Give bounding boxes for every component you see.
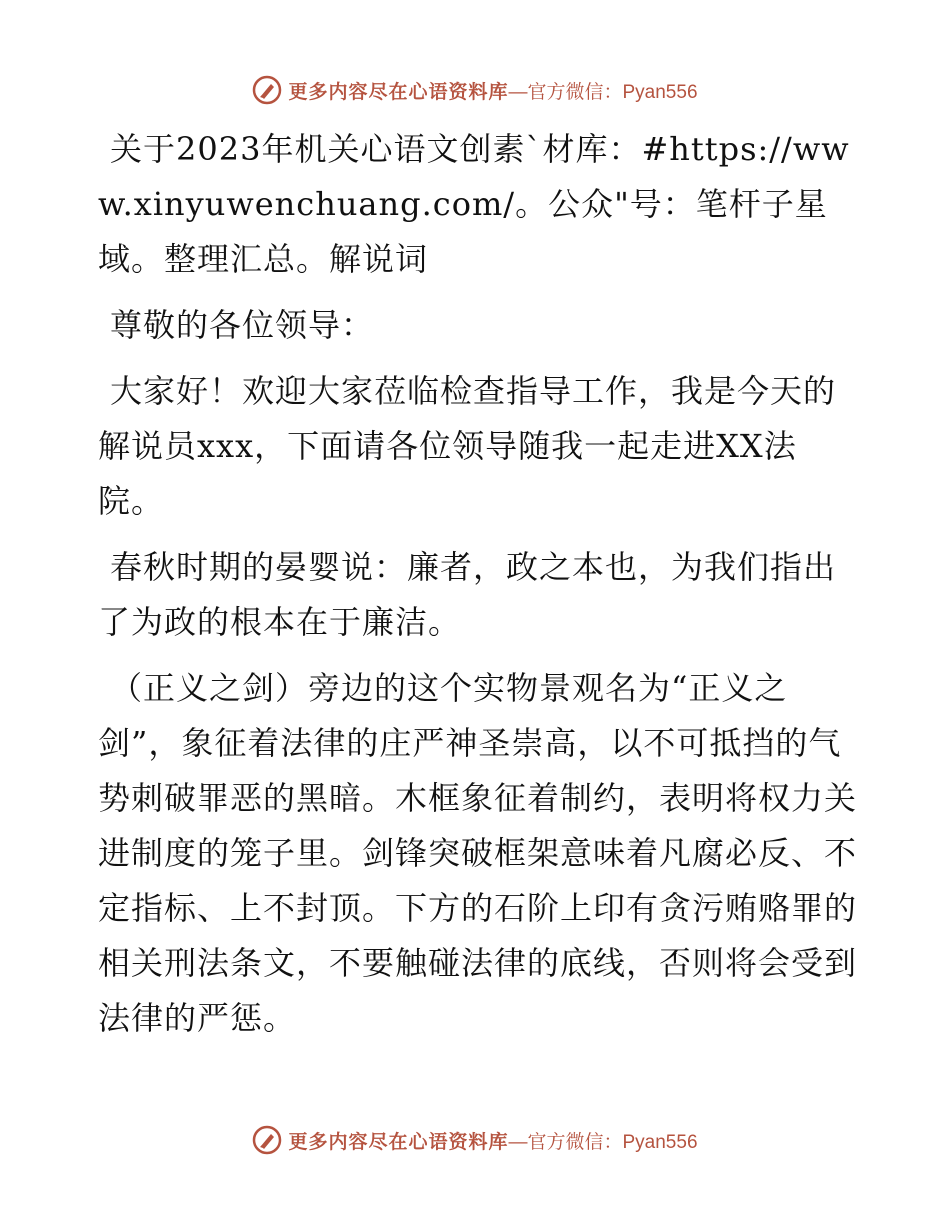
footer-watermark-banner: [0, 1120, 950, 1160]
pen-logo-icon: [252, 75, 282, 105]
banner-main-text: 更多内容尽在心语资料库: [288, 1130, 509, 1153]
paragraph-intro: 关于2023年机关心语文创素`材库：#https://www.xinyuwenchuang.com/。公众"号：笔杆子星域。整理汇总。解说词: [98, 130, 850, 278]
banner-sub-text: —官方微信：Pyan556: [508, 1131, 698, 1153]
banner-sub-text: —官方微信：Pyan556: [508, 81, 698, 103]
header-watermark-banner: [0, 70, 950, 110]
paragraph-sword-of-justice: （正义之剑）旁边的这个实物景观名为“正义之剑”，象征着法律的庄严神圣崇高，以不可抵挡的气势刺破罪恶的黑暗。木框象征着制约，表明将权力关进制度的笼子里。剑锋突破框架意味着凡腐必反、不定指标、上不封顶。下方的石阶上印有贪污贿赂罪的相关刑法条文，不要触碰法律的底线，否则将会受到法律的严惩。: [98, 669, 858, 1037]
banner-main-text: 更多内容尽在心语资料库: [288, 80, 509, 103]
paragraph-quote: 春秋时期的晏婴说：廉者，政之本也，为我们指出了为政的根本在于廉洁。: [98, 548, 837, 641]
pen-logo-icon: [252, 1125, 282, 1155]
document-body: [98, 122, 858, 1057]
paragraph-salutation: 尊敬的各位领导：: [110, 306, 375, 344]
paragraph-welcome: 大家好！欢迎大家莅临检查指导工作，我是今天的解说员xxx，下面请各位领导随我一起走进XX法院。: [98, 372, 837, 520]
